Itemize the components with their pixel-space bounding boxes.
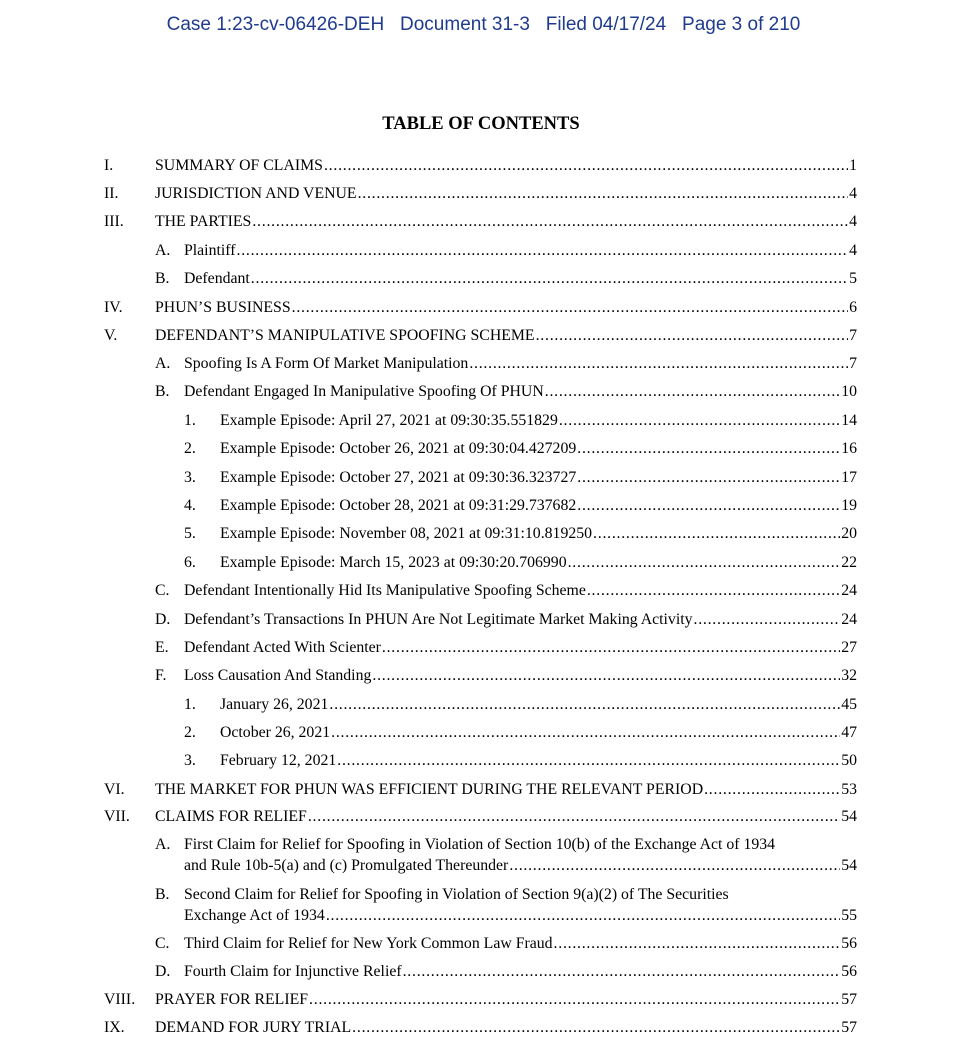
toc-entry-line [184, 933, 857, 954]
toc-entry-title: DEMAND FOR JURY TRIAL [155, 1019, 352, 1036]
toc-entry-title: and Rule 10b-5(a) and (c) Promulgated Thereunder [184, 857, 509, 874]
toc-entry-line [155, 325, 857, 346]
toc-entry[interactable] [0, 750, 967, 771]
dot-leader [292, 297, 848, 318]
toc-entry[interactable] [0, 523, 967, 544]
toc-entry-line [220, 552, 857, 573]
toc-entry-page: 47 [841, 724, 857, 741]
toc-entry-number: III. [104, 213, 124, 230]
toc-entry-number: B. [155, 270, 170, 287]
toc-entry[interactable] [0, 211, 967, 232]
toc-entry-line [184, 905, 857, 926]
dot-leader [382, 637, 840, 658]
toc-entry[interactable] [0, 240, 967, 261]
toc-entry-title: JURISDICTION AND VENUE [155, 185, 357, 202]
toc-entry-number: D. [155, 963, 171, 980]
toc-entry-page: 24 [841, 611, 857, 628]
toc-entry-line [220, 438, 857, 459]
toc-entry-number: 3. [184, 469, 196, 486]
toc-entry[interactable] [0, 609, 967, 630]
toc-entry-page: 56 [841, 935, 857, 952]
toc-entry-title: PHUN’S BUSINESS [155, 299, 291, 316]
toc-entry[interactable] [0, 467, 967, 488]
toc-entry-title: February 12, 2021 [220, 752, 337, 769]
toc-entry-page: 50 [841, 752, 857, 769]
toc-entry-number: 1. [184, 696, 196, 713]
toc-entry-number: 2. [184, 724, 196, 741]
toc-entry-page: 1 [849, 157, 857, 174]
toc-entry[interactable] [0, 989, 967, 1010]
toc-entry[interactable] [0, 884, 967, 926]
dot-leader [403, 961, 841, 982]
toc-entry[interactable] [0, 268, 967, 289]
toc-entry-title: Exchange Act of 1934 [184, 907, 325, 924]
toc-entry-title: Example Episode: October 26, 2021 at 09:30:04.427209 [220, 440, 577, 457]
toc-entry-line [184, 609, 857, 630]
toc-entry-line [184, 855, 857, 876]
toc-entry-page: 16 [841, 440, 857, 457]
toc-entry-title: Example Episode: November 08, 2021 at 09:31:10.819250 [220, 525, 593, 542]
toc-entry-line [184, 353, 857, 374]
dot-leader [358, 183, 849, 204]
dot-leader [252, 211, 848, 232]
toc-entry-line [155, 1017, 857, 1038]
toc-entry-page: 4 [849, 213, 857, 230]
toc-entry-line [155, 806, 857, 827]
dot-leader [469, 353, 848, 374]
dot-leader [237, 240, 849, 261]
toc-entry-line [220, 722, 857, 743]
toc-entry-number: 6. [184, 554, 196, 571]
toc-entry-line [220, 410, 857, 431]
toc-entry-page: 54 [841, 857, 857, 874]
toc-entry-page: 17 [841, 469, 857, 486]
dot-leader [251, 268, 848, 289]
toc-entry-page: 7 [849, 355, 857, 372]
toc-entry[interactable] [0, 552, 967, 573]
toc-entry-page: 54 [841, 808, 857, 825]
toc-entry-page: 27 [841, 639, 857, 656]
toc-entry[interactable] [0, 834, 967, 876]
toc-entry[interactable] [0, 1017, 967, 1038]
toc-entry-number: V. [104, 327, 118, 344]
toc-entry-page: 45 [841, 696, 857, 713]
toc-heading: TABLE OF CONTENTS [382, 114, 580, 134]
dot-leader [324, 155, 848, 176]
toc-entry-title-line: First Claim for Relief for Spoofing in Violation of Section 10(b) of the Exchange Act of 1934 [184, 836, 776, 853]
toc-entry[interactable] [0, 183, 967, 204]
case-number: Case 1:23-cv-06426-DEH [166, 14, 385, 35]
toc-entry-line [184, 381, 857, 402]
toc-entry-page: 4 [849, 242, 857, 259]
toc-entry-line [155, 297, 857, 318]
toc-entry-number: A. [155, 242, 171, 259]
toc-entry-page: 14 [841, 412, 857, 429]
toc-entry-title: SUMMARY OF CLAIMS [155, 157, 323, 174]
toc-entry-number: VIII. [104, 991, 136, 1008]
toc-entry-title: Defendant Engaged In Manipulative Spoofing Of PHUN [184, 383, 544, 400]
toc-entry-title: PRAYER FOR RELIEF [155, 991, 309, 1008]
toc-entry-page: 6 [849, 299, 857, 316]
dot-leader [536, 325, 849, 346]
dot-leader [308, 806, 840, 827]
toc-entry-title: Example Episode: October 27, 2021 at 09:30:36.323727 [220, 469, 577, 486]
toc-entry-number: E. [155, 639, 169, 656]
toc-entry[interactable] [0, 438, 967, 459]
toc-entry[interactable] [0, 353, 967, 374]
toc-entry-page: 55 [841, 907, 857, 924]
toc-entry-line [184, 240, 857, 261]
toc-entry[interactable] [0, 297, 967, 318]
toc-entry-title: CLAIMS FOR RELIEF [155, 808, 307, 825]
dot-leader [352, 1017, 840, 1038]
dot-leader [577, 495, 840, 516]
toc-entry-number: 5. [184, 525, 196, 542]
toc-entry-title: Defendant [184, 270, 250, 287]
toc-entry-number: 4. [184, 497, 196, 514]
toc-entry[interactable] [0, 580, 967, 601]
toc-entry-number: IX. [104, 1019, 125, 1036]
toc-entry-number: C. [155, 935, 170, 952]
dot-leader [587, 580, 840, 601]
toc-entry-page: 56 [841, 963, 857, 980]
filed-date: Filed 04/17/24 [545, 14, 667, 35]
toc-entry-title: January 26, 2021 [220, 696, 329, 713]
dot-leader [577, 467, 840, 488]
toc-entry-page: 22 [841, 554, 857, 571]
toc-entry-number: VI. [104, 781, 125, 798]
toc-entry-line [220, 750, 857, 771]
toc-entry-line [155, 183, 857, 204]
toc-entry-title: Defendant’s Transactions In PHUN Are Not Legitimate Market Making Activity [184, 611, 693, 628]
toc-entry[interactable] [0, 381, 967, 402]
toc-entry-title: Loss Causation And Standing [184, 667, 372, 684]
toc-entry-number: C. [155, 582, 170, 599]
dot-leader [331, 722, 840, 743]
toc-entry[interactable] [0, 694, 967, 715]
dot-leader [309, 989, 840, 1010]
page-indicator: Page 3 of 210 [682, 14, 801, 35]
toc-entry-line [220, 467, 857, 488]
toc-entry-line [184, 961, 857, 982]
toc-entry-number: A. [155, 355, 171, 372]
toc-entry-title: October 26, 2021 [220, 724, 331, 741]
toc-entry-page: 53 [841, 781, 857, 798]
toc-entry-title: Third Claim for Relief for New York Common Law Fraud [184, 935, 553, 952]
toc-entry[interactable] [0, 410, 967, 431]
toc-entry[interactable] [0, 665, 967, 686]
dot-leader [372, 665, 840, 686]
toc-entry-line [184, 637, 857, 658]
toc-entry-number: D. [155, 611, 171, 628]
toc-entry-line [155, 989, 857, 1010]
dot-leader [326, 905, 840, 926]
toc-entry-line [220, 694, 857, 715]
toc-entry-page: 7 [849, 327, 857, 344]
toc-entry-number: 1. [184, 412, 196, 429]
toc-entry-number: B. [155, 886, 170, 903]
toc-entry-title: Fourth Claim for Injunctive Relief [184, 963, 402, 980]
toc-entry-line [184, 580, 857, 601]
toc-entry-title: Defendant Acted With Scienter [184, 639, 381, 656]
toc-entry[interactable] [0, 637, 967, 658]
toc-entry-page: 4 [849, 185, 857, 202]
toc-entry-title: DEFENDANT’S MANIPULATIVE SPOOFING SCHEME [155, 327, 535, 344]
toc-entry-page: 32 [841, 667, 857, 684]
toc-entry-number: VII. [104, 808, 130, 825]
dot-leader [337, 750, 840, 771]
toc-entry[interactable] [0, 806, 967, 827]
toc-entry-title-line: Second Claim for Relief for Spoofing in Violation of Section 9(a)(2) of The Securities [184, 886, 729, 903]
toc-entry[interactable] [0, 722, 967, 743]
toc-entry-number: 2. [184, 440, 196, 457]
toc-entry-number: II. [104, 185, 119, 202]
toc-entry-number: 3. [184, 752, 196, 769]
toc-entry[interactable] [0, 961, 967, 982]
toc-entry[interactable] [0, 933, 967, 954]
dot-leader [554, 933, 841, 954]
toc-entry-page: 5 [849, 270, 857, 287]
toc-entry-page: 20 [841, 525, 857, 542]
dot-leader [704, 779, 840, 800]
toc-entry-number: I. [104, 157, 114, 174]
document-number: Document 31-3 [400, 14, 530, 35]
dot-leader [329, 694, 840, 715]
toc-entry-title: Defendant Intentionally Hid Its Manipulative Spoofing Scheme [184, 582, 586, 599]
toc-entry-line [220, 495, 857, 516]
toc-entry-line [220, 523, 857, 544]
toc-entry-line [155, 155, 857, 176]
dot-leader [509, 855, 840, 876]
toc-entry-line [155, 211, 857, 232]
toc-entry-title: THE MARKET FOR PHUN WAS EFFICIENT DURING THE RELEVANT PERIOD [155, 781, 704, 798]
toc-entry-title: THE PARTIES [155, 213, 252, 230]
toc-entry-number: F. [155, 667, 167, 684]
toc-entry-title: Example Episode: March 15, 2023 at 09:30:20.706990 [220, 554, 567, 571]
dot-leader [559, 410, 840, 431]
toc-entry-line [184, 268, 857, 289]
toc-entry[interactable] [0, 495, 967, 516]
toc-entry-number: IV. [104, 299, 123, 316]
toc-entry[interactable] [0, 325, 967, 346]
toc-entry-page: 57 [841, 991, 857, 1008]
toc-entry-page: 24 [841, 582, 857, 599]
dot-leader [568, 552, 841, 573]
toc-entry-line [155, 779, 857, 800]
toc-entry-page: 19 [841, 497, 857, 514]
toc-entry-page: 57 [841, 1019, 857, 1036]
toc-entry-title: Spoofing Is A Form Of Market Manipulation [184, 355, 469, 372]
toc-entry-title: Plaintiff [184, 242, 236, 259]
dot-leader [593, 523, 840, 544]
toc-entry-title: Example Episode: April 27, 2021 at 09:30:35.551829 [220, 412, 558, 429]
toc-entry[interactable] [0, 155, 967, 176]
dot-leader [545, 381, 840, 402]
toc-entry[interactable] [0, 779, 967, 800]
toc-entry-line [184, 665, 857, 686]
toc-entry-title: Example Episode: October 28, 2021 at 09:31:29.737682 [220, 497, 577, 514]
dot-leader [694, 609, 841, 630]
toc-entry-number: A. [155, 836, 171, 853]
toc-entry-page: 10 [841, 383, 857, 400]
filing-header [0, 14, 967, 36]
dot-leader [577, 438, 840, 459]
toc-entry-number: B. [155, 383, 170, 400]
